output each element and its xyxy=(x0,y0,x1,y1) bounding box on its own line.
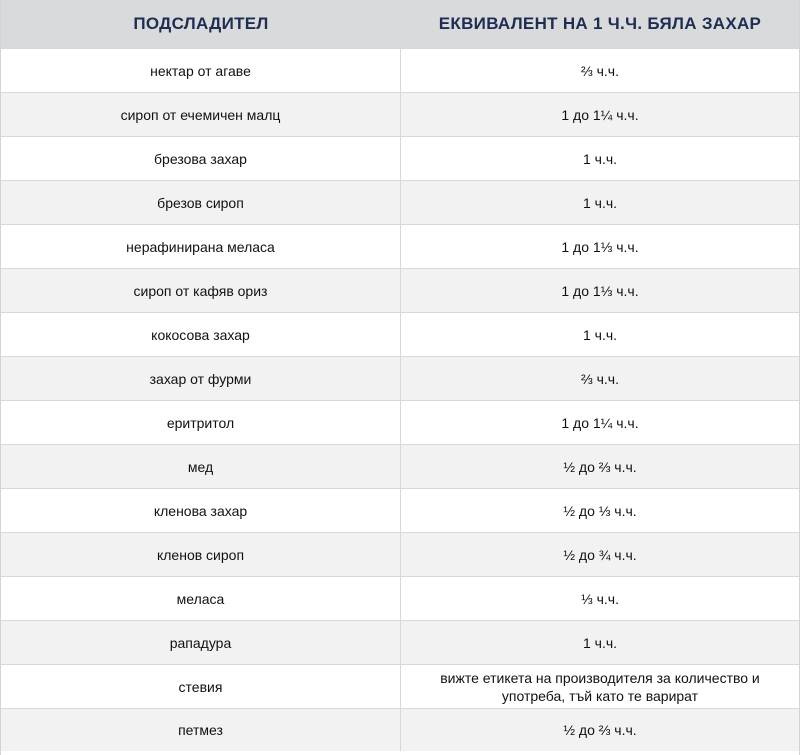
table-row xyxy=(1,708,799,751)
table-row xyxy=(1,444,799,488)
equivalent-text: вижте етикета на производителя за количество и употреба, тъй като те варират xyxy=(440,669,760,704)
equivalent-cell: 1 ч.ч. xyxy=(582,150,618,167)
equivalent-cell: 1 до 1⅓ ч.ч. xyxy=(561,282,639,299)
equivalent-cell xyxy=(401,665,799,708)
table-row xyxy=(1,268,799,312)
sweetener-cell: сироп от кафяв ориз xyxy=(1,269,401,312)
sweetener-cell: кленов сироп xyxy=(1,533,401,576)
sweetener-cell: брезова захар xyxy=(1,137,401,180)
sweetener-cell: меласа xyxy=(1,577,401,620)
table-row xyxy=(1,576,799,620)
table-row xyxy=(1,224,799,268)
equivalent-cell: ½ до ⅓ ч.ч. xyxy=(563,502,637,519)
table-row xyxy=(1,48,799,92)
table-row xyxy=(1,180,799,224)
equivalent-cell: 1 ч.ч. xyxy=(582,326,618,343)
equivalent-cell: ½ до ¾ ч.ч. xyxy=(563,546,637,563)
equivalent-cell: 1 ч.ч. xyxy=(582,634,618,651)
sweetener-cell: петмез xyxy=(1,709,401,751)
table-row xyxy=(1,488,799,532)
equivalent-cell: 1 до 1¼ ч.ч. xyxy=(561,414,639,431)
sweetener-cell: еритритол xyxy=(1,401,401,444)
sweetener-cell: рападура xyxy=(1,621,401,664)
equivalent-cell: ½ до ⅔ ч.ч. xyxy=(563,722,637,738)
table-row xyxy=(1,620,799,664)
table-row xyxy=(1,664,799,708)
table-row xyxy=(1,92,799,136)
sweetener-cell: стевия xyxy=(1,665,401,708)
table-row xyxy=(1,400,799,444)
equivalent-cell: 1 до 1⅓ ч.ч. xyxy=(561,238,639,255)
table-row xyxy=(1,312,799,356)
equivalent-cell: ⅔ ч.ч. xyxy=(581,62,619,79)
sweetener-cell: брезов сироп xyxy=(1,181,401,224)
sweetener-cell: захар от фурми xyxy=(1,357,401,400)
sweetener-cell: сироп от ечемичен малц xyxy=(1,93,401,136)
table-row xyxy=(1,356,799,400)
equivalent-cell: 1 ч.ч. xyxy=(582,194,618,211)
sweetener-cell: кокосова захар xyxy=(1,313,401,356)
table-header xyxy=(1,0,799,48)
equivalent-cell: ⅓ ч.ч. xyxy=(581,590,619,607)
equivalent-cell: ⅔ ч.ч. xyxy=(581,370,619,387)
sweetener-cell: мед xyxy=(1,445,401,488)
sweetener-cell: нерафинирана меласа xyxy=(1,225,401,268)
sweetener-cell: кленова захар xyxy=(1,489,401,532)
header-sweetener: ПОДСЛАДИТЕЛ xyxy=(133,14,269,33)
equivalent-cell: ½ до ⅔ ч.ч. xyxy=(563,458,637,475)
equivalent-cell: 1 до 1¼ ч.ч. xyxy=(561,106,639,123)
header-equivalent: ЕКВИВАЛЕНТ НА 1 Ч.Ч. БЯЛА ЗАХАР xyxy=(438,14,762,33)
table-row xyxy=(1,136,799,180)
table-row xyxy=(1,532,799,576)
sweetener-cell: нектар от агаве xyxy=(1,49,401,92)
